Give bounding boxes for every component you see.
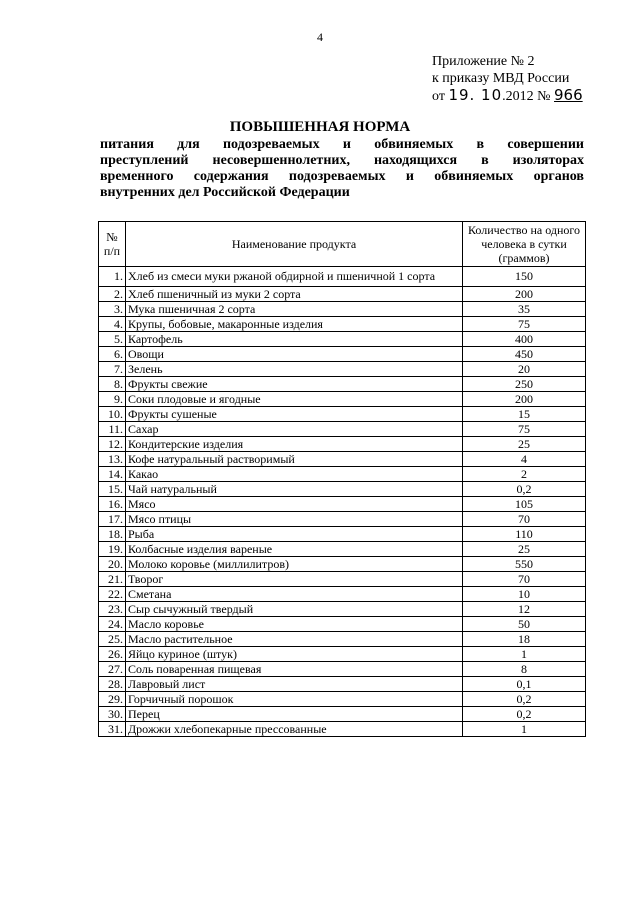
row-number: 4. bbox=[99, 317, 126, 332]
table-row bbox=[99, 497, 586, 512]
row-number: 9. bbox=[99, 392, 126, 407]
appendix-line-2: к приказу МВД России bbox=[432, 71, 570, 86]
row-product-name: Кондитерские изделия bbox=[126, 437, 463, 452]
row-product-name: Лавровый лист bbox=[126, 677, 463, 692]
row-quantity: 150 bbox=[463, 267, 586, 287]
table-row bbox=[99, 482, 586, 497]
date-year: .2012 № bbox=[502, 89, 551, 104]
row-quantity: 200 bbox=[463, 392, 586, 407]
row-quantity: 15 bbox=[463, 407, 586, 422]
subtitle-line-2: преступлений несовершеннолетних, находящихся в изоляторах bbox=[100, 153, 584, 168]
row-number: 29. bbox=[99, 692, 126, 707]
row-quantity: 1 bbox=[463, 722, 586, 737]
table-row bbox=[99, 347, 586, 362]
row-product-name: Колбасные изделия вареные bbox=[126, 542, 463, 557]
row-product-name: Фрукты сушеные bbox=[126, 407, 463, 422]
row-product-name: Фрукты свежие bbox=[126, 377, 463, 392]
row-quantity: 25 bbox=[463, 542, 586, 557]
row-number: 2. bbox=[99, 287, 126, 302]
date-handwritten: 19. 10 bbox=[448, 86, 503, 104]
row-number: 28. bbox=[99, 677, 126, 692]
document-title: ПОВЫШЕННАЯ НОРМА bbox=[229, 119, 411, 135]
table-row bbox=[99, 317, 586, 332]
row-product-name: Соки плодовые и ягодные bbox=[126, 392, 463, 407]
row-quantity: 2 bbox=[463, 467, 586, 482]
row-product-name: Кофе натуральный растворимый bbox=[126, 452, 463, 467]
row-product-name: Молоко коровье (миллилитров) bbox=[126, 557, 463, 572]
row-product-name: Рыба bbox=[126, 527, 463, 542]
appendix-header bbox=[432, 53, 632, 105]
norms-table bbox=[98, 221, 586, 737]
row-quantity: 70 bbox=[463, 512, 586, 527]
row-quantity: 75 bbox=[463, 317, 586, 332]
row-number: 3. bbox=[99, 302, 126, 317]
table-row bbox=[99, 647, 586, 662]
row-quantity: 25 bbox=[463, 437, 586, 452]
table-row bbox=[99, 617, 586, 632]
row-quantity: 1 bbox=[463, 647, 586, 662]
row-quantity: 20 bbox=[463, 362, 586, 377]
page-number: 4 bbox=[317, 30, 323, 44]
table-row bbox=[99, 512, 586, 527]
row-quantity: 4 bbox=[463, 452, 586, 467]
row-quantity: 0,2 bbox=[463, 482, 586, 497]
table-row bbox=[99, 722, 586, 737]
table-row bbox=[99, 632, 586, 647]
table-row bbox=[99, 302, 586, 317]
table-row bbox=[99, 467, 586, 482]
row-product-name: Крупы, бобовые, макаронные изделия bbox=[126, 317, 463, 332]
row-number: 31. bbox=[99, 722, 126, 737]
row-number: 10. bbox=[99, 407, 126, 422]
table-row bbox=[99, 572, 586, 587]
row-number: 17. bbox=[99, 512, 126, 527]
table-row bbox=[99, 332, 586, 347]
table-row bbox=[99, 377, 586, 392]
table-row bbox=[99, 677, 586, 692]
row-product-name: Сыр сычужный твердый bbox=[126, 602, 463, 617]
table-header-row bbox=[99, 222, 586, 267]
table-row bbox=[99, 662, 586, 677]
table-row bbox=[99, 542, 586, 557]
row-number: 23. bbox=[99, 602, 126, 617]
row-number: 25. bbox=[99, 632, 126, 647]
row-product-name: Творог bbox=[126, 572, 463, 587]
header-num: № п/п bbox=[99, 222, 126, 267]
subtitle-line-4: внутренних дел Российской Федерации bbox=[100, 185, 350, 200]
row-quantity: 10 bbox=[463, 587, 586, 602]
table-row bbox=[99, 602, 586, 617]
table-row bbox=[99, 527, 586, 542]
row-product-name: Масло растительное bbox=[126, 632, 463, 647]
document-subtitle bbox=[100, 137, 584, 201]
row-quantity: 105 bbox=[463, 497, 586, 512]
row-quantity: 400 bbox=[463, 332, 586, 347]
row-product-name: Хлеб пшеничный из муки 2 сорта bbox=[126, 287, 463, 302]
row-quantity: 250 bbox=[463, 377, 586, 392]
row-number: 13. bbox=[99, 452, 126, 467]
row-product-name: Горчичный порошок bbox=[126, 692, 463, 707]
date-prefix: от bbox=[432, 89, 445, 104]
row-quantity: 0,2 bbox=[463, 707, 586, 722]
table-row bbox=[99, 392, 586, 407]
row-quantity: 12 bbox=[463, 602, 586, 617]
table-row bbox=[99, 362, 586, 377]
row-quantity: 0,2 bbox=[463, 692, 586, 707]
header-qty: Количество на одного человека в сутки (граммов) bbox=[463, 222, 586, 267]
row-product-name: Масло коровье bbox=[126, 617, 463, 632]
row-product-name: Овощи bbox=[126, 347, 463, 362]
row-number: 14. bbox=[99, 467, 126, 482]
row-number: 26. bbox=[99, 647, 126, 662]
row-number: 15. bbox=[99, 482, 126, 497]
table-row bbox=[99, 587, 586, 602]
appendix-date-line bbox=[432, 87, 632, 105]
row-number: 8. bbox=[99, 377, 126, 392]
row-number: 24. bbox=[99, 617, 126, 632]
table-row bbox=[99, 267, 586, 287]
row-quantity: 35 bbox=[463, 302, 586, 317]
header-name: Наименование продукта bbox=[126, 222, 463, 267]
row-number: 7. bbox=[99, 362, 126, 377]
row-quantity: 0,1 bbox=[463, 677, 586, 692]
row-number: 5. bbox=[99, 332, 126, 347]
table-row bbox=[99, 437, 586, 452]
row-quantity: 8 bbox=[463, 662, 586, 677]
row-product-name: Перец bbox=[126, 707, 463, 722]
row-number: 6. bbox=[99, 347, 126, 362]
table-body bbox=[99, 267, 586, 737]
row-number: 22. bbox=[99, 587, 126, 602]
row-product-name: Соль поваренная пищевая bbox=[126, 662, 463, 677]
row-quantity: 450 bbox=[463, 347, 586, 362]
row-product-name: Мясо птицы bbox=[126, 512, 463, 527]
row-quantity: 70 bbox=[463, 572, 586, 587]
row-product-name: Хлеб из смеси муки ржаной обдирной и пшеничной 1 сорта bbox=[126, 267, 463, 287]
row-number: 12. bbox=[99, 437, 126, 452]
appendix-line-1: Приложение № 2 bbox=[432, 54, 535, 69]
row-product-name: Сахар bbox=[126, 422, 463, 437]
row-product-name: Мука пшеничная 2 сорта bbox=[126, 302, 463, 317]
row-product-name: Какао bbox=[126, 467, 463, 482]
row-product-name: Чай натуральный bbox=[126, 482, 463, 497]
row-product-name: Дрожжи хлебопекарные прессованные bbox=[126, 722, 463, 737]
row-product-name: Яйцо куриное (штук) bbox=[126, 647, 463, 662]
table-row bbox=[99, 692, 586, 707]
table-row bbox=[99, 452, 586, 467]
row-quantity: 200 bbox=[463, 287, 586, 302]
row-quantity: 550 bbox=[463, 557, 586, 572]
row-number: 18. bbox=[99, 527, 126, 542]
row-product-name: Мясо bbox=[126, 497, 463, 512]
row-quantity: 50 bbox=[463, 617, 586, 632]
row-quantity: 18 bbox=[463, 632, 586, 647]
table-row bbox=[99, 407, 586, 422]
row-product-name: Картофель bbox=[126, 332, 463, 347]
table-row bbox=[99, 557, 586, 572]
row-product-name: Сметана bbox=[126, 587, 463, 602]
row-number: 20. bbox=[99, 557, 126, 572]
row-number: 30. bbox=[99, 707, 126, 722]
row-number: 16. bbox=[99, 497, 126, 512]
order-number-handwritten: 966 bbox=[554, 86, 583, 104]
subtitle-line-1: питания для подозреваемых и обвиняемых в совершении bbox=[100, 137, 584, 152]
subtitle-line-3: временного содержания подозреваемых и обвиняемых органов bbox=[100, 169, 584, 184]
row-quantity: 110 bbox=[463, 527, 586, 542]
table-row bbox=[99, 422, 586, 437]
row-number: 11. bbox=[99, 422, 126, 437]
table-row bbox=[99, 287, 586, 302]
row-number: 21. bbox=[99, 572, 126, 587]
row-product-name: Зелень bbox=[126, 362, 463, 377]
row-number: 27. bbox=[99, 662, 126, 677]
row-quantity: 75 bbox=[463, 422, 586, 437]
row-number: 19. bbox=[99, 542, 126, 557]
table-row bbox=[99, 707, 586, 722]
row-number: 1. bbox=[99, 267, 126, 287]
